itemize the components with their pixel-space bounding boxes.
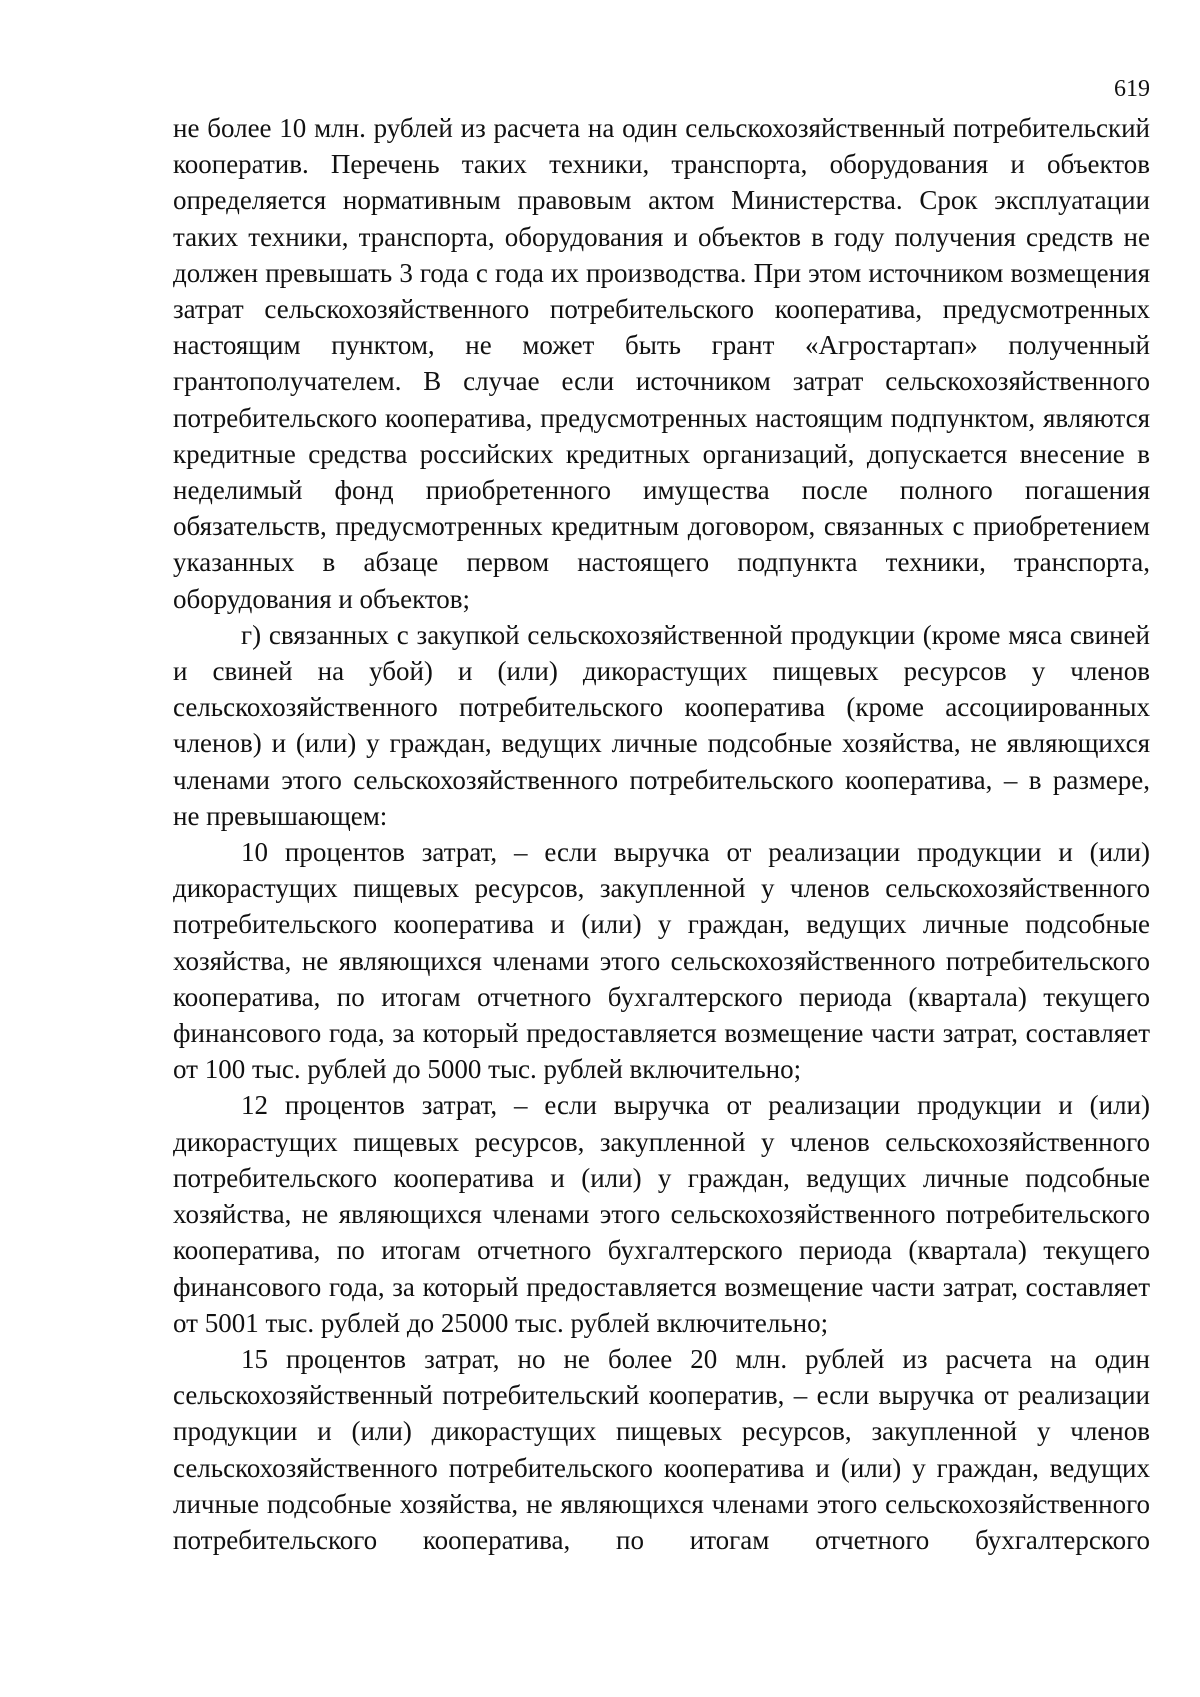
paragraph-subitem-g: г) связанных с закупкой сельскохозяйственной продукции (кроме мяса свиней и свиней на убой) и (или) дикорастущих пищевых ресурсов у членов сельскохозяйственного потребительского кооператива (кроме ассоциированных членов) и (или) у граждан, ведущих личные подсобные хозяйства, не являющихся членами этого сельскохозяйственного потребительского кооператива, – в размере, не превышающем: (173, 619, 1150, 831)
document-body (173, 110, 1150, 1558)
paragraph-12-percent: 12 процентов затрат, – если выручка от реализации продукции и (или) дикорастущих пищевых ресурсов, закупленной у членов сельскохозяйственного потребительского кооператива и (или) у граждан, ведущих личные подсобные хозяйства, не являющихся членами этого сельскохозяйственного потребительского кооператива, по итогам отчетного бухгалтерского периода (квартала) текущего финансового года, за который предоставляется возмещение части затрат, составляет от 5001 тыс. рублей до 25000 тыс. рублей включительно; (173, 1090, 1150, 1338)
paragraph-15-percent: 15 процентов затрат, но не более 20 млн. рублей из расчета на один сельскохозяйственный потребительский кооператив, – если выручка от реализации продукции и (или) дикорастущих пищевых ресурсов, закупленной у членов сельскохозяйственного потребительского кооператива и (или) у граждан, ведущих личные подсобные хозяйства, не являющихся членами этого сельскохозяйственного потребительского кооператива, по итогам отчетного бухгалтерского (173, 1343, 1150, 1555)
page-number: 619 (1114, 76, 1150, 102)
paragraph-10-percent: 10 процентов затрат, – если выручка от реализации продукции и (или) дикорастущих пищевых ресурсов, закупленной у членов сельскохозяйственного потребительского кооператива и (или) у граждан, ведущих личные подсобные хозяйства, не являющихся членами этого сельскохозяйственного потребительского кооператива, по итогам отчетного бухгалтерского периода (квартала) текущего финансового года, за который предоставляется возмещение части затрат, составляет от 100 тыс. рублей до 5000 тыс. рублей включительно; (173, 837, 1150, 1085)
paragraph-equipment-costs: не более 10 млн. рублей из расчета на один сельскохозяйственный потребительский кооператив. Перечень таких техники, транспорта, оборудования и объектов определяется нормативным правовым актом Министерства. Срок эксплуатации таких техники, транспорта, оборудования и объектов в году получения средств не должен превышать 3 года с года их производства. При этом источником возмещения затрат сельскохозяйственного потребительского кооператива, предусмотренных настоящим пунктом, не может быть грант «Агростартап» полученный грантополучателем. В случае если источником затрат сельскохозяйственного потребительского кооператива, предусмотренных настоящим подпунктом, являются кредитные средства российских кредитных организаций, допускается внесение в неделимый фонд приобретенного имущества после полного погашения обязательств, предусмотренных кредитным договором, связанных с приобретением указанных в абзаце первом настоящего подпункта техники, транспорта, оборудования и объектов; (173, 113, 1150, 614)
